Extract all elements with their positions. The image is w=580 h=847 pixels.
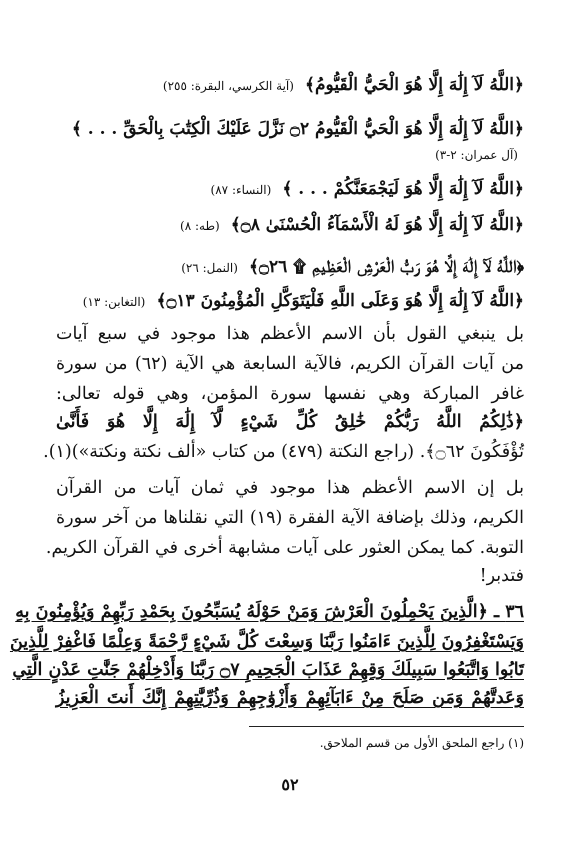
verse-text: ﴿اللَّهُ لَآ إِلَٰهَ إِلَّا هُوَ لَهُ الْأَسْمَآءُ الْحُسْنَىٰ ۝٨﴾ <box>230 215 524 235</box>
verse-line-5 <box>56 256 524 277</box>
verse-text: ﴿اللَّهُ لَآ إِلَٰهَ إِلَّا هُوَ الْحَيُّ الْقَيُّومُ﴾ <box>305 75 524 95</box>
verse-36-line-2: وَيَسْتَغْفِرُونَ لِلَّذِينَ ءَامَنُوا رَبَّنَا وَسِعْتَ كُلَّ شَيْءٍ رَّحْمَةً وَعِلْمًا فَاغْفِرْ لِلَّذِينَ <box>9 632 524 652</box>
verse-line-2-ref <box>56 144 524 163</box>
verse-text: ﴿اللَّهُ لَآ إِلَٰهَ إِلَّا هُوَ رَبُّ الْعَرْشِ الْعَظِيمِ ۩ ۝٢٦﴾ <box>249 257 524 277</box>
footnote-rule <box>249 726 524 727</box>
footnote: (١) راجع الملحق الأول من قسم الملاحق. <box>319 736 524 750</box>
verse-reference: (النساء: ٨٧) <box>210 183 272 197</box>
verse-line-2 <box>56 118 524 139</box>
paragraph-2-line-4: فتدبر! <box>479 566 524 586</box>
paragraph-1-line-3: غافر المباركة وهي نفسها سورة المؤمن، وهي قوله تعالى: <box>56 384 524 404</box>
verse-reference: (آية الكرسي، البقرة: ٢٥٥) <box>162 79 294 93</box>
verse-36-line-3: تَابُوا وَاتَّبَعُوا سَبِيلَكَ وَقِهِمْ عَذَابَ الْجَحِيمِ ۝٧ رَبَّنَا وَأَدْخِلْهُمْ جَنَّٰتِ عَدْنٍ الَّتِي <box>12 660 524 680</box>
verse-text: ﴿اللَّهُ لَآ إِلَٰهَ إِلَّا هُوَ الْحَيُّ الْقَيُّومُ ۝٢ نَزَّلَ عَلَيْكَ الْكِتَٰبَ بِالْحَقِّ . . . ﴾ <box>71 119 524 139</box>
verse-reference: (آل عمران: ٢-٣) <box>435 148 518 162</box>
paragraph-1-line-1: بل ينبغي القول بأن الاسم الأعظم هذا موجود في سبع آيات <box>56 324 524 344</box>
paragraph-1-line-2: من آيات القرآن الكريم، فالآية السابعة هي الآية (٦٢) من سورة <box>56 354 524 374</box>
paragraph-2-line-3: التوبة. كما يمكن العثور على آيات مشابهة أخرى في القرآن الكريم. <box>45 538 524 558</box>
verse-line-3 <box>56 178 524 199</box>
verse-line-4 <box>56 214 524 235</box>
verse-text: ﴿اللَّهُ لَآ إِلَٰهَ إِلَّا هُوَ وَعَلَى اللَّهِ فَلْيَتَوَكَّلِ الْمُؤْمِنُونَ ۝١٣﴾ <box>156 291 524 311</box>
verse-36-line-1: ٣٦ ـ ﴿الَّذِينَ يَحْمِلُونَ الْعَرْشَ وَمَنْ حَوْلَهُ يُسَبِّحُونَ بِحَمْدِ رَبِّهِمْ وَيُؤْمِنُونَ بِهِ <box>15 602 524 622</box>
paragraph-1-line-5: تُؤْفَكُونَ ۝٦٢﴾. (راجع النكتة (٤٧٩) من كتاب «ألف نكتة ونكتة»)(١). <box>43 442 524 462</box>
paragraph-1-line-4: ﴿ذَٰلِكُمُ اللَّهُ رَبُّكُمْ خَٰلِقُ كُلِّ شَيْءٍ لَّآ إِلَٰهَ إِلَّا هُوَ فَأَنَّىٰ <box>56 412 524 432</box>
verse-reference: (النمل: ٢٦) <box>181 261 238 275</box>
verse-line-6 <box>56 290 524 311</box>
page-number: ٥٢ <box>281 775 299 794</box>
verse-text: ﴿اللَّهُ لَآ إِلَٰهَ إِلَّا هُوَ لَيَجْمَعَنَّكُمْ . . . ﴾ <box>282 179 524 199</box>
verse-line-1 <box>56 74 524 95</box>
verse-reference: (التغابن: ١٣) <box>82 295 146 309</box>
verse-reference: (طه: ٨) <box>180 219 220 233</box>
paragraph-2-line-1: بل إن الاسم الأعظم هذا موجود في ثمان آيات من القرآن <box>56 478 524 498</box>
paragraph-2-line-2: الكريم، وذلك بإضافة الآية الفقرة (١٩) التي نقلناها من آخر سورة <box>56 508 525 528</box>
verse-36-line-4: وَعَدتَّهُمْ وَمَن صَلَحَ مِنْ ءَابَآئِهِمْ وَأَزْوَٰجِهِمْ وَذُرِّيَّٰتِهِمْ إِنَّكَ أَنتَ الْعَزِيزُ <box>56 688 524 708</box>
